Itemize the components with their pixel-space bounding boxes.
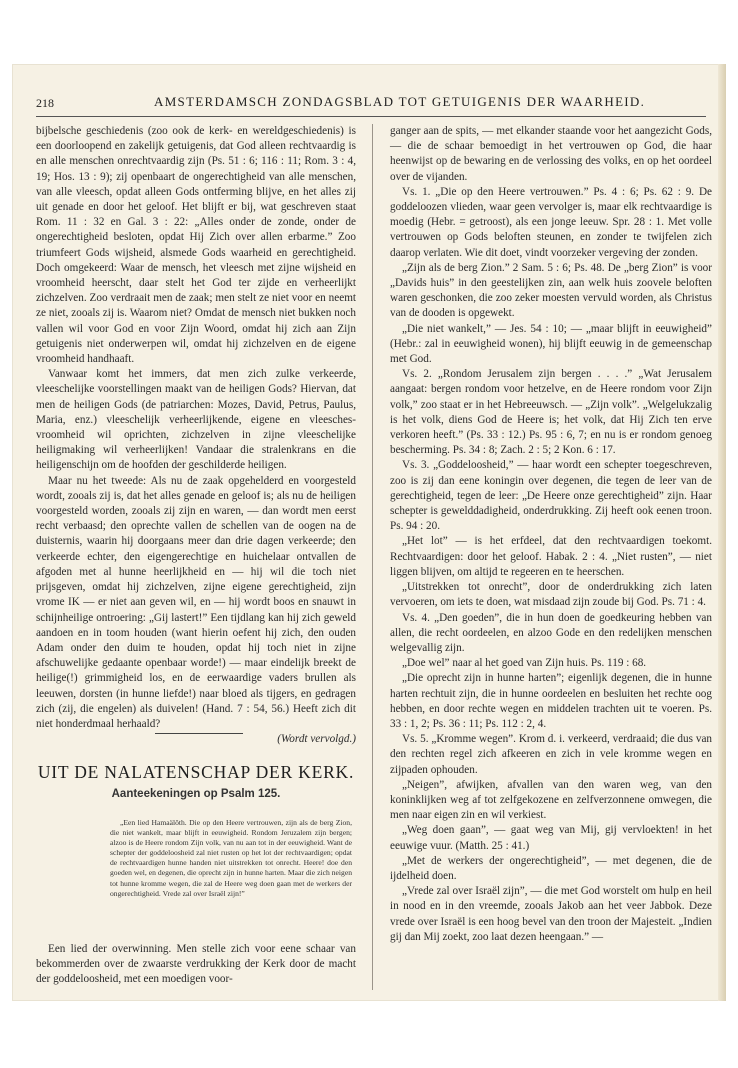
right-paragraph-15: „Vrede zal over Israël zijn”, — die met God worstelt om hulp en heil in nood en in den vreemde, zooals Jakob aan het veer Jabbok. Deze vrede over Israël is een hoog bevel van den troon der Majesteit. „Indien gij dan Mij zoekt, zoo laat dezen heengaan.” —: [390, 885, 712, 943]
right-paragraph-9: „Doe wel” naar al het goed van Zijn huis. Ps. 119 : 68.: [402, 657, 647, 670]
right-paragraph-1: Vs. 1. „Die op den Heere vertrouwen.” Ps. 4 : 6; Ps. 62 : 9. De goddeloozen vlieden, waar geen vervolger is, maar elk rechtvaardige is moedig (Hebr. = getroost), als een jonge leeuw. Spr. 28 : 1. Met volle vertrouwen op Gods beloften steunen, en zonder te twijfelen zich daarop verlaten. Wie dit doet, vindt voorzeker vergeving der zonden.: [390, 185, 712, 259]
section-body-start: Een lied der overwinning. Men stelle zich voor eene schaar van bekommerden over de zwaarste verdrukking der Kerk door de macht der goddeloosheid, met een moedigen voor-: [36, 943, 356, 986]
left-paragraph-2: Vanwaar komt het immers, dat men zich zulke verkeerde, vleeschelijke voorstellingen maakt van de heiligen Gods? Hiervan, dat men de heiligen Gods (de patriarchen: Mozes, David, Petrus, Paulus, Maria, enz.) vleeschelijk verheerlijkende, eigene en vleesches-vroomheid wil oprichten, zichzelven in zijne vleeschelijke heiligmaking wil verheerlijken! Vandaar die stralenkrans en die heiligenschijn om de hoofden der geschilderde heiligen.: [36, 368, 356, 472]
right-paragraph-12: „Neigen”, afwijken, afvallen van den waren weg, van den koninklijken weg af tot zelfgekozene en zelfverzonnene omwegen, die men naar eigen zin en wil verkiest.: [390, 778, 712, 822]
right-paragraph-11: Vs. 5. „Kromme wegen”. Krom d. i. verkeerd, verdraaid; die dus van den rechten regel zich afkeeren en zich in vele kromme wegen en zijpaden ophouden.: [390, 733, 712, 776]
running-title: AMSTERDAMSCH ZONDAGSBLAD TOT GETUIGENIS DER WAARHEID.: [154, 94, 646, 109]
header-rule: [36, 116, 706, 117]
right-paragraph-3: „Die niet wankelt,” — Jes. 54 : 10; — „maar blijft in eeuwigheid” (Hebr.: zal in eeuwigheid wonen), hij blijft eeuwig in de gemeenschap met God.: [390, 322, 712, 366]
right-paragraph-8: Vs. 4. „Den goeden”, die in hun doen de goedkeuring hebben van allen, die recht oordeelen, en alzoo Gode en den redelijken menschen welgevallig zijn.: [390, 611, 712, 654]
left-paragraph-3: Maar nu het tweede: Als nu de zaak opgehelderd en voorgesteld wordt, zooals zij is, dat het alles genade en geloof is; als nu de heiligen voorgesteld worden, zooals zij zijn en waren, — dan wordt men eerst recht verbaasd; den oprechte vallen de schellen van de oogen na de duisternis, waarin hij doorgaans meer dan drie dagen verkeerde; den verkeerde echter, den eigengerechtige en huichelaar ontvallen de afgoden met al hunne heerlijkheid en — hij wil die toch niet prijsgeven, omdat hij zichzelven, zijne eigene gerechtigheid, zijn vrome IK — er niet aan geven wil, en — hij wordt boos en snauwt in schijnheilige ontroering: „Gij lastert!” Een tijdlang kan hij zich geweld aandoen en in toom houden (want hierin oefent hij zich, den ouden Adam onder den duim te houden, opdat hij toch niet in zijne afschuwelijke gedaante openbaar worde!) — maar eindelijk breekt de heilige(!) grimmigheid los, en de eerwaardige vaders brullen als leeuwen, dorsten (in hunne liefde!) naar bloed als tijgers, en gedragen zich (zij, die engelen) als duivelen! (Hand. 7 : 54, 56.) Heeft zich dit niet honderdmaal herhaald?: [36, 474, 356, 730]
left-column: [36, 124, 356, 747]
to-be-continued: (Wordt vervolgd.): [277, 733, 356, 746]
right-column: [390, 124, 712, 945]
right-paragraph-2: „Zijn als de berg Zion.” 2 Sam. 5 : 6; Ps. 48. De „berg Zion” is voor „Davids huis” in den geestelijken zin, aan welk huis zoovele beloften waren geschonken, die zoo zeker moesten vervuld worden, als Christus van de dooden is opgewekt.: [390, 261, 712, 320]
right-paragraph-13: „Weg doen gaan”, — gaat weg van Mij, gij vervloekten! in het eeuwige vuur. (Matth. 25 : 41.): [390, 824, 712, 852]
section-body: [36, 942, 356, 988]
page-edge: [718, 64, 726, 1001]
running-header: [36, 94, 706, 118]
psalm-quote: [110, 818, 352, 899]
page-number: 218: [36, 96, 54, 110]
right-paragraph-0: ganger aan de spits, — met elkander staande voor het aangezicht Gods, — die de schaar bemoedigt in het vertrouwen op God, die haar heenwijst op de bewaring en de verlossing des volks, en op het oordeel over de vijanden.: [390, 125, 712, 183]
right-paragraph-5: Vs. 3. „Goddeloosheid,” — haar wordt een schepter toegeschreven, zoo is zij dan eene koningin over degenen, die tegen de leer van de gerechtigheid, tegen de leer: „De Heere onze gerechtigheid” zijn. Haar schepter is gewelddadigheid, onderdrukking. Zij heeft ook eenen troon. Ps. 94 : 20.: [390, 459, 712, 533]
right-paragraph-10: „Die oprecht zijn in hunne harten”; eigenlijk degenen, die in hunne harten rechtuit zijn, die in hunne oordeelen en besluiten het rechte oog hebben, en door rechte wegen en middelen trachten uit te voeren. Ps. 33 : 1, 2; Ps. 36 : 11; Ps. 112 : 2, 4.: [390, 672, 712, 730]
right-paragraph-7: „Uitstrekken tot onrecht”, door de onderdrukking zich laten vervoeren, om iets te doen, wat misdaad zijn zoude bij God. Ps. 71 : 4.: [390, 581, 712, 609]
right-paragraph-6: „Het lot” — is het erfdeel, dat den rechtvaardigen toekomt. Rechtvaardigen: door het geloof. Habak. 2 : 4. „Niet rusten”, — niet liggen blijven, om altijd te regeeren en te heerschen.: [390, 535, 712, 578]
left-paragraph-1: bijbelsche geschiedenis (zoo ook de kerk- en wereldgeschiedenis) is een doorloopend en zakelijk getuigenis, dat God alleen rechtvaardig is en alle menschen onrechtvaardig zijn (Ps. 51 : 6; 116 : 11; Rom. 3 : 4, 19; Hos. 13 : 9); zij openbaart de ongerechtigheid van alle menschen, van alle vleesch, opdat alleen Gods ontferming blijve, en het alles zij uit genade en door het geloof. Het blijft er bij, wat geschreven staat Rom. 11 : 32 en Gal. 3 : 22: „Alles onder de zonde, onder de ongerechtigheid besloten, opdat Hij Zich over allen erbarme.” Zoo triumfeert Gods wijsheid, alsmede Gods waarheid en gerechtigheid. Doch omgekeerd: Waar de mensch, het vleesch met zijne wijsheid en vroomheid heerscht, daar stelt het God ter zijde en verheerlijkt zichzelven. Zoo verdraait men de zaak; men stelt ze niet voor en neemt ze niet, zooals zij is. Waarom niet? Omdat de mensch niet bukken noch vallen wil voor God en voor Zijn Woord, omdat hij zich aan Zijn getuigenis niet onderwerpen wil, omdat hij zichzelven en de eigene vroomheid handhaaft.: [36, 125, 356, 366]
section-separator: [155, 733, 243, 734]
psalm-quote-text: „Een lied Hamaälôth. Die op den Heere vertrouwen, zijn als de berg Zion, die niet wankelt, maar blijft in eeuwigheid. Rondom Jeruzalem zijn bergen; alzoo is de Heere rondom Zijn volk, van nu aan tot in der eeuwigheid. Want de schepter der goddeloosheid zal niet rusten op het lot der rechtvaardigen; opdat de rechtvaardigen hunne handen niet uitstrekken tot onrecht. Heere! doe den goeden wel, en degenen, die oprecht zijn in hunne harten. Maar die zich neigen tot hunne kromme wegen, die zal de Heere weg doen gaan met de werkers der ongerechtigheid. Vrede zal over Israël zijn!”: [110, 818, 352, 898]
column-divider: [372, 124, 373, 990]
section-title: UIT DE NALATENSCHAP DER KERK.: [37, 762, 355, 782]
right-paragraph-14: „Met de werkers der ongerechtigheid”, — met degenen, die de ijdelheid doen.: [390, 854, 712, 882]
section-subtitle: Aanteekeningen op Psalm 125.: [111, 788, 281, 800]
right-paragraph-4: Vs. 2. „Rondom Jerusalem zijn bergen . . . .” „Wat Jerusalem aangaat: bergen rondom voor hetzelve, en de Heere rondom voor Zijn volk,” zoo staat er in het Hebreeuwsch. — „Zijn volk”. „Welgelukzalig is het volk, diens God de Heere is; het volk, dat Hij Zich ten erve verkoren heeft.” (Ps. 33 : 12.) Ps. 95 : 6, 7; en nu is er rondom genoeg bescherming. Ps. 34 : 8; Zach. 2 : 5; 2 Kon. 6 : 17.: [390, 368, 712, 457]
